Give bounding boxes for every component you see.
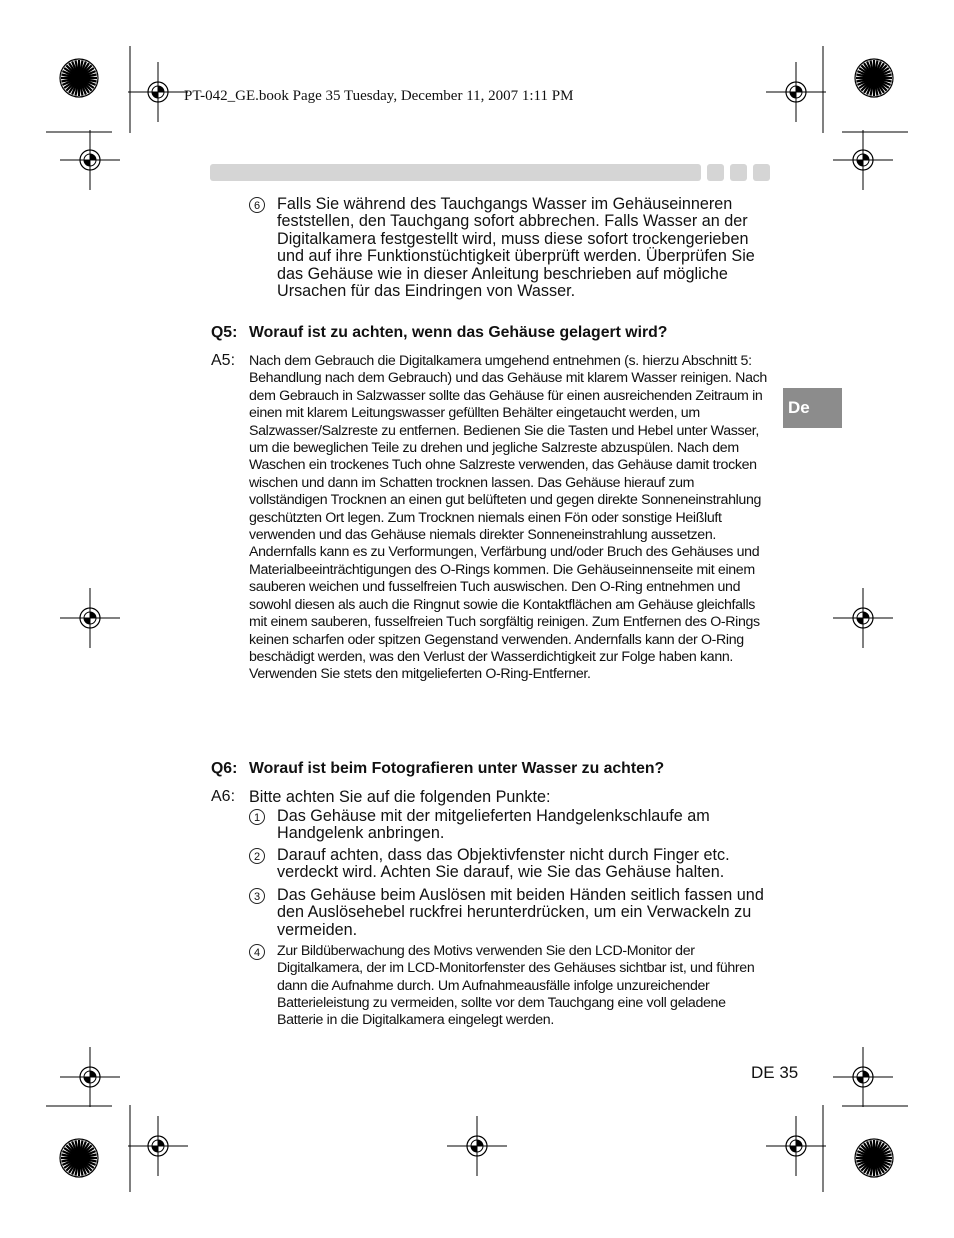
circled-number: 4 [249,944,265,960]
question-label: Q5: [211,324,238,341]
question-text: Worauf ist beim Fotografieren unter Wasser zu achten? [249,760,665,777]
page-number: DE 35 [751,1063,799,1082]
list-item-text: Zur Bildüberwachung des Motivs verwenden Sie den LCD-Monitor der Digitalkamera, der im LCD-Monitorfenster des Gehäuses sichtbar ist, und führen dann die Aufnahme durch. Um Aufnahmeausfälle infolge unzureichender Batterieleistung zu vermeiden, sollte vor dem Tauchgang eine voll geladene Batterie in die Digitalkamera eingelegt werden. [277,943,755,1029]
circled-number: 3 [249,888,265,904]
list-item-text: Darauf achten, dass das Objektivfenster nicht durch Finger etc. verdeckt wird. Achten Sie darauf, wie Sie das Gehäuse halten. [277,846,730,882]
list-item-text: Das Gehäuse beim Auslösen mit beiden Händen seitlich fassen und den Auslösehebel ruckfrei herunterdrücken, um ein Verwackeln zu vermeiden. [277,886,764,939]
circled-number: 2 [249,848,265,864]
answer-intro: Bitte achten Sie auf die folgenden Punkte: [249,788,551,806]
list-item-text: Falls Sie während des Tauchgangs Wasser im Gehäuseinneren feststellen, den Tauchgang sofort abbrechen. Falls Wasser an der Digitalkamera festgestellt wird, muss diese sofort trockengerieben und auf ihre Funktionstüchtigkeit überprüft werden. Überprüfen Sie das Gehäuse wie in dieser Anleitung beschrieben auf mögliche Ursachen für das Eindringen von Wasser. [277,195,755,301]
question-text: Worauf ist zu achten, wenn das Gehäuse gelagert wird? [249,324,668,341]
header-rule-square [753,164,770,181]
language-tab: De [783,388,842,428]
circled-number: 1 [249,809,265,825]
header-rule-bar [210,164,701,181]
answer-text: Nach dem Gebrauch die Digitalkamera umgehend entnehmen (s. hierzu Abschnitt 5: Behandlung nach dem Gebrauch) und das Gehäuse mit klarem Wasser reinigen. Nach dem Gebrauch in Salzwasser sollte das Gehäuse für einen ausreichenden Zeitraum in einen mit klarem Leitungswasser gefüllten Behälter eingetaucht werden, um Salzwasser/Salzreste zu entfernen. Bedienen Sie die Tasten und Hebel unter Wasser, um die beweglichen Teile zu drehen und jegliche Salzreste abzuspülen. Nach dem Waschen ein trockenes Tuch ohne Salzreste verwenden, das Gehäuse damit trocken wischen und dann im Schatten trocknen lassen. Das Gehäuse hierauf zum vollständigen Trocknen an einen gut belüfteten und gegen direkte Sonneneinstrahlung geschützten Ort legen. Zum Trocknen niemals einen Fön oder sonstige Heißluft verwenden und das Gehäuse niemals direkter Sonneneinstrahlung aussetzen. Andernfalls kann es zu Verformungen, Verfärbung und/oder Bruch des Gehäuses und Materialbeeinträchtigungen des O-Rings kommen. Die Gehäuseinnenseite mit einem sauberen weichen und fusselfreien Tuch auswischen. Den O-Ring entnehmen und sowohl diesen als auch die Ringnut sowie die Kontaktflächen am Gehäuse gleichfalls mit einem sauberen, fusselfreien Tuch sorgfältig reinigen. Zum Entfernen des O-Rings keinen scharfen oder spitzen Gegenstand verwenden. Andernfalls kann der O-Ring beschädigt werden, was den Verlust der Wasserdichtigkeit zur Folge haben kann. Verwenden Sie stets den mitgelieferten O-Ring-Entferner. [249,353,767,683]
answer-label: A6: [211,788,236,805]
print-header-line: PT-042_GE.book Page 35 Tuesday, December 11, 2007 1:11 PM [184,88,574,104]
circled-number: 6 [249,197,265,213]
header-rule-square [730,164,747,181]
question-label: Q6: [211,760,238,777]
answer-label: A5: [211,352,236,369]
list-item-text: Das Gehäuse mit der mitgelieferten Handgelenkschlaufe am Handgelenk anbringen. [277,807,710,843]
header-rule-square [707,164,724,181]
